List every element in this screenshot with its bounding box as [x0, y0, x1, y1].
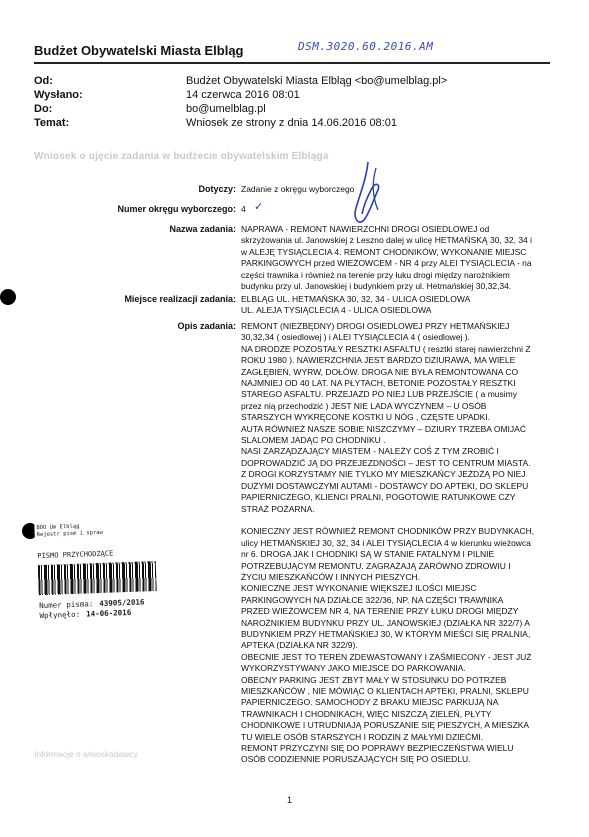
email-subject-value: Wniosek ze strony z dnia 14.06.2016 08:01	[186, 117, 397, 129]
field-value-dotyczy: Zadanie z okręgu wyborczego	[241, 184, 355, 194]
stamp-number-label: Numer pisma:	[38, 599, 94, 611]
email-to-label: Do:	[34, 103, 53, 115]
email-from-value: Budżet Obywatelski Miasta Elbląg <bo@umelblag.pl>	[186, 75, 448, 87]
field-value-opis: REMONT (NIEZBĘDNY) DROGI OSIEDLOWEJ PRZY HETMAŃSKIEJ 30,32,34 ( osiedlowej ) i ALEI TYSIĄCLECIA 4 ( osiedlowej ). NA DRODZE POZOSTAŁY RESZTKI ASFALTU ( resztki starej nawierzchni Z ROKU 1980 ). NAWIERZCHNIA JEST BARDZO DZIURAWA, MA WIELE ZAGŁĘBIEŃ, WYRW, DOŁÓW. DROGA NIE BYŁA REMONTOWANA CO NAJMNIEJ OD 40 LAT. NA PŁYTACH, BETONIE POZOSTAŁY RESZTKI STAREGO ASFALTU. PRZEJAZD PO NIEJ LUB PRZEJŚCIE ( a musimy przez nią przechodzić ) JEST NIE LADA WYCZYNEM – U OSÓB STARSZYCH WYKRĘCONE KOSTKI U NÓG , CZĘSTE UPADKI. AUTA RÓWNIEŻ NASZE SOBIE NISZCZYMY – DZIURY TRZEBA OMIJAĆ SLALOMEM JADĄC PO CHODNIKU . NASI ZARZĄDZAJĄCY MIASTEM - NALEŻY COŚ Z TYM ZROBIĆ I DOPROWADZIĆ JĄ DO PRZEJEZDNOŚCI – JEST TO CENTRUM MIASTA. Z DROGI KORZYSTAMY NIE TYLKO MY MIESZKAŃCY JEŻDŻĄ PO NIEJ DUŻYMI DOSTAWCZYMI AUTAMI - DOSTAWCY DO APTEKI, DO SKLEPU PAPIERNICZEGO, KLIENCI PRALNI, POGOTOWIE RATUNKOWE CZY STRAŻ POŻARNA. KONIECZNY JEST RÓWNIEŻ REMONT CHODNIKÓW PRZY BUDYNKACH, ulicy HETMAŃSKIEJ 30, 32, 34 i ALEI TYSIĄCLECIA 4 w kierunku wieżowca nr 6. DROGA JAK I CHODNIKI SĄ W STANIE FATALNYM I PILNIE POTRZEBUJĄCYM REMONTU. ZAGRAŻAJĄ ZARÓWNO ZDROWIU I ŻYCIU MIESZKAŃCÓW I INNYCH PIESZYCH. KONIECZNE JEST WYKONANIE WIĘKSZEJ ILOŚCI MIEJSC PARKINGOWYCH NA DZIAŁCE 322/36, NP. NA CZĘŚCI TRAWNIKA PRZED WIEŻOWCEM NR 4, NA TERENIE PRZY ŁUKU DROGI MIĘDZY NAROŻNIKIEM BUDYNKU PRZY UL. JANOWSKIEJ (DZIAŁKA NR 322/7) A BUDYNKIEM PRZY HETMAŃSKIEJ 30, W KTÓRYM MIEŚCI SIĘ PRALNIA, APTEKA (DZIAŁKA NR 322/9). OBECNIE JEST TO TEREN ZDEWASTOWANY I ZAŚMIECONY - JEST JUŻ WYKORZYSTYWANY JAKO MIEJSCE DO PARKOWANIA. OBECNY PARKING JEST ZBYT MAŁY W STOSUNKU DO POTRZEB MIESZKAŃCÓW , NIE MÓWIĄC O KLIENTACH APTEKI, PRALNI, SKLEPU PAPIERNICZEGO. SAMOCHODY Z BRAKU MIEJSC PARKUJĄ NA TRAWNIKACH I CHODNIKACH, WIĘC NISZCZĄ ZIELEŃ, PŁYTY CHODNIKOWE I UTRUDNIAJĄ PORUSZANIE SIĘ PIESZYCH, A MIESZKA TU WIELE OSÓB STARSZYCH I RODZIN Z MAŁYMI DZIEĆMI. REMONT PRZYCZYNI SIĘ DO POPRAWY BEZPIECZEŃSTWA WIELU OSÓB CODZIENNIE PORUSZAJĄCYCH SIĘ PO OSIEDLU.	[241, 321, 535, 765]
page-number: 1	[287, 795, 293, 805]
email-to-value: bo@umelblag.pl	[186, 103, 266, 115]
registry-stamp	[34, 517, 164, 626]
field-label-nazwa: Nazwa zadania:	[169, 224, 236, 234]
barcode	[38, 561, 157, 595]
field-label-miejsce: Miejsce realizacji zadania:	[124, 294, 236, 304]
stamp-kind: PISMO PRZYCHODZĄCE	[37, 549, 114, 561]
stamp-office: BOO Um Elbląg Rejestr pism i spraw	[36, 523, 103, 539]
email-from-label: Od:	[34, 75, 53, 87]
form-title: Wniosek o ujęcie zadania w budżecie obywatelskim Elbląga	[34, 151, 329, 162]
punch-hole-top	[0, 289, 16, 305]
field-label-dotyczy: Dotyczy:	[198, 184, 236, 194]
handwritten-reference-number: DSM.3020.60.2016.AM	[298, 40, 434, 53]
checkmark-icon: ✓	[254, 201, 264, 213]
header-divider	[34, 62, 550, 64]
email-sent-label: Wysłano:	[34, 89, 83, 101]
document-title: Budżet Obywatelski Miasta Elbląg	[34, 43, 244, 58]
field-label-okreg: Numer okręgu wyborczego:	[117, 204, 236, 214]
field-value-okreg: 4	[241, 204, 246, 214]
field-label-opis: Opis zadania:	[177, 321, 236, 331]
applicant-info-section-title: Informacje o wnioskodawcy	[34, 749, 138, 759]
stamp-date-row	[39, 608, 131, 620]
field-value-nazwa: NAPRAWA - REMONT NAWIERZCHNI DROGI OSIEDLOWEJ od skrzyżowania ul. Janowskiej z Leszno dalej w ulicę HETMAŃSKĄ 30, 32, 34 i w ALEJĘ TYSIĄCLECIA 4. REMONT CHODNIKÓW, WYKONANIE MIEJSC PARKINGOWYCH przed WIEŻOWCEM - NR 4 przy ALEI TYSIĄCLECIA - na części trawnika i również na terenie przy łuku drogi między narożnikiem budynku przy ul. Janowskiej i budynkiem przy ul. Hetmańskiej 30,32,34.	[241, 224, 533, 292]
email-subject-label: Temat:	[34, 117, 70, 129]
stamp-number-value: 43905/2016	[99, 597, 145, 609]
email-sent-value: 14 czerwca 2016 08:01	[186, 89, 300, 101]
stamp-date-label: Wpłynęło:	[39, 609, 81, 621]
field-value-miejsce: ELBLĄG UL. HETMAŃSKA 30, 32, 34 - ULICA OSIEDLOWA UL. ALEJA TYSIĄCLECIA 4 - ULICA OSIEDLOWA	[241, 294, 471, 316]
stamp-date-value: 14-06-2016	[85, 607, 132, 619]
